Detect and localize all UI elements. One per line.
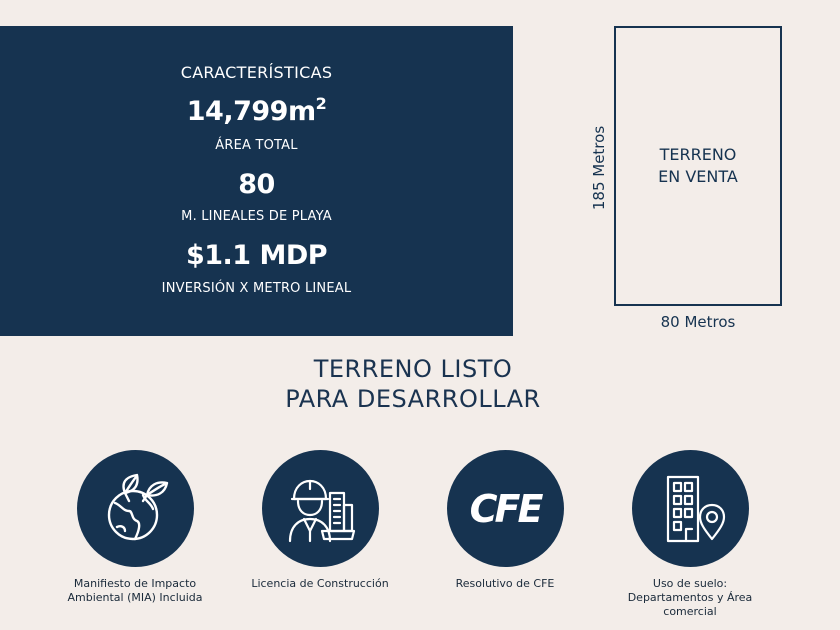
lot-diagram bbox=[614, 26, 782, 306]
bottom-dimension: 80 Metros bbox=[660, 313, 736, 331]
feature-mia-label-line1: Manifiesto de Impacto bbox=[73, 577, 197, 590]
feature-land-use-label bbox=[600, 577, 780, 619]
area-label: ÁREA TOTAL bbox=[215, 138, 298, 153]
lot-label-line1: TERRENO bbox=[659, 145, 737, 164]
feature-license-circle bbox=[262, 450, 379, 567]
feature-land-use-label-line1: Uso de suelo: bbox=[652, 577, 728, 590]
feature-cfe-label bbox=[415, 577, 595, 591]
lot-label-line2: EN VENTA bbox=[658, 167, 738, 186]
eco-globe-icon bbox=[95, 469, 175, 549]
cfe-logo: CFE bbox=[469, 486, 541, 531]
feature-cfe bbox=[415, 450, 595, 591]
building-location-icon bbox=[650, 469, 730, 549]
feature-license bbox=[230, 450, 410, 591]
feature-mia-circle bbox=[77, 450, 194, 567]
price-label: INVERSIÓN X METRO LINEAL bbox=[161, 281, 352, 296]
feature-cfe-label-line1: Resolutivo de CFE bbox=[455, 577, 555, 590]
frontage-label: M. LINEALES DE PLAYA bbox=[181, 209, 332, 224]
construction-worker-icon bbox=[280, 469, 360, 549]
ready-title-line1: TERRENO LISTO bbox=[313, 355, 513, 383]
feature-cfe-circle bbox=[447, 450, 564, 567]
feature-mia-label-line2: Ambiental (MIA) Incluida bbox=[67, 591, 203, 604]
characteristics-heading: CARACTERÍSTICAS bbox=[180, 63, 333, 82]
ready-title-line2: PARA DESARROLLAR bbox=[285, 385, 541, 413]
frontage-value: 80 bbox=[238, 169, 275, 200]
side-dimension: 185 Metros bbox=[590, 125, 608, 211]
feature-mia-label bbox=[45, 577, 225, 605]
feature-license-label bbox=[230, 577, 410, 591]
lot-label bbox=[658, 144, 738, 188]
ready-title bbox=[0, 354, 826, 414]
feature-land-use-circle bbox=[632, 450, 749, 567]
price-value: $1.1 MDP bbox=[185, 240, 328, 271]
area-unit-superscript: 2 bbox=[315, 94, 327, 113]
feature-land-use-label-line3: comercial bbox=[663, 605, 717, 618]
feature-land-use bbox=[600, 450, 780, 619]
feature-land-use-label-line2: Departamentos y Área bbox=[627, 591, 753, 604]
feature-mia bbox=[45, 450, 225, 605]
feature-license-label-line1: Licencia de Construcción bbox=[251, 577, 389, 590]
area-value: $14,799m^2$ bbox=[186, 94, 327, 127]
characteristics-panel bbox=[0, 26, 513, 336]
